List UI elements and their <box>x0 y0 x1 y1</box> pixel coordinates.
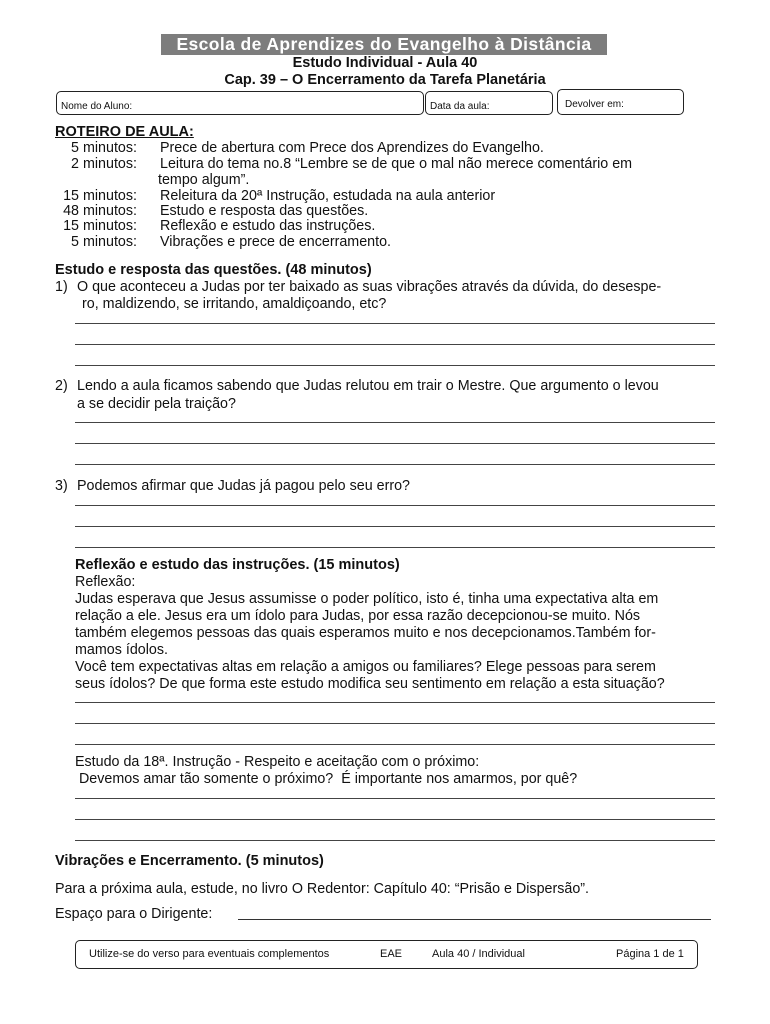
reflection-line-4: mamos ídolos. <box>75 642 168 658</box>
reflection-label: Reflexão: <box>75 574 136 590</box>
roteiro-time-5: 15 minutos: <box>63 218 137 234</box>
class-date-label: Data da aula: <box>430 101 490 112</box>
school-title: Escola de Aprendizes do Evangelho à Distância <box>161 34 607 55</box>
answer-line[interactable] <box>75 422 715 423</box>
q2-line-2: a se decidir pela traição? <box>77 396 236 412</box>
reflection-line-2: relação a ele. Jesus era um ídolo para Judas, por essa razão decepcionou-se muito. Nós <box>75 608 641 624</box>
roteiro-time-4: 48 minutos: <box>63 203 137 219</box>
q2-number: 2) <box>55 378 68 394</box>
director-label: Espaço para o Dirigente: <box>55 906 213 922</box>
roteiro-text-4: Estudo e resposta das questões. <box>160 203 369 219</box>
roteiro-time-2: 2 minutos: <box>71 156 137 172</box>
q1-line-2: ro, maldizendo, se irritando, amaldiçoando, etc? <box>82 296 387 312</box>
roteiro-time-6: 5 minutos: <box>71 234 137 250</box>
roteiro-text-2-cont: tempo algum”. <box>158 172 250 188</box>
footer-page: Página 1 de 1 <box>616 948 684 960</box>
director-signature-line[interactable] <box>238 919 711 920</box>
questions-title: Estudo e resposta das questões. (48 minutos) <box>55 262 372 278</box>
footer-lesson: Aula 40 / Individual <box>432 948 525 960</box>
reflection-line-1: Judas esperava que Jesus assumisse o poder político, isto é, tinha uma expectativa alta em <box>75 591 659 607</box>
roteiro-text-5: Reflexão e estudo das instruções. <box>160 218 376 234</box>
answer-line[interactable] <box>75 443 715 444</box>
footer-org: EAE <box>380 948 403 960</box>
closing-title: Vibrações e Encerramento. (5 minutos) <box>55 853 324 869</box>
footer-note: Utilize-se do verso para eventuais complementos <box>89 948 330 960</box>
answer-line[interactable] <box>75 464 715 465</box>
next-lesson-text: Para a próxima aula, estude, no livro O Redentor: Capítulo 40: “Prisão e Dispersão”. <box>55 881 590 897</box>
reflection-line-5: Você tem expectativas altas em relação a amigos ou familiares? Elege pessoas para serem <box>75 659 656 675</box>
roteiro-text-1: Prece de abertura com Prece dos Aprendizes do Evangelho. <box>160 140 544 156</box>
roteiro-title: ROTEIRO DE AULA: <box>55 124 194 140</box>
page-footer <box>75 940 698 969</box>
answer-line[interactable] <box>75 702 715 703</box>
student-name-label: Nome do Aluno: <box>61 101 133 112</box>
roteiro-text-2: Leitura do tema no.8 “Lembre se de que o mal não merece comentário em <box>160 156 633 172</box>
answer-line[interactable] <box>75 840 715 841</box>
roteiro-time-1: 5 minutos: <box>71 140 137 156</box>
answer-line[interactable] <box>75 323 715 324</box>
answer-line[interactable] <box>75 505 715 506</box>
answer-line[interactable] <box>75 819 715 820</box>
q1-number: 1) <box>55 279 68 295</box>
instruction-line-2: Devemos amar tão somente o próximo? É importante nos amarmos, por quê? <box>75 771 578 787</box>
answer-line[interactable] <box>75 744 715 745</box>
lesson-subtitle: Estudo Individual - Aula 40 <box>292 55 478 71</box>
q1-line-1: O que aconteceu a Judas por ter baixado as suas vibrações através da dúvida, do desespe- <box>77 279 662 295</box>
answer-line[interactable] <box>75 344 715 345</box>
reflection-line-3: também elegemos pessoas das quais esperamos muito e nos decepcionamos.Também for- <box>75 625 656 641</box>
return-date-field[interactable] <box>557 89 684 115</box>
answer-line[interactable] <box>75 365 715 366</box>
reflection-line-6: seus ídolos? De que forma este estudo modifica seu sentimento em relação a esta situação? <box>75 676 665 692</box>
class-date-field[interactable] <box>425 91 553 115</box>
chapter-subtitle: Cap. 39 – O Encerramento da Tarefa Planetária <box>224 72 546 88</box>
roteiro-text-6: Vibrações e prece de encerramento. <box>160 234 392 250</box>
student-name-field[interactable] <box>56 91 424 115</box>
q3-number: 3) <box>55 478 68 494</box>
q3-line-1: Podemos afirmar que Judas já pagou pelo seu erro? <box>77 478 411 494</box>
answer-line[interactable] <box>75 526 715 527</box>
instruction-line-1: Estudo da 18ª. Instrução - Respeito e aceitação com o próximo: <box>75 754 480 770</box>
roteiro-text-3: Releitura da 20ª Instrução, estudada na aula anterior <box>160 188 496 204</box>
answer-line[interactable] <box>75 798 715 799</box>
q2-line-1: Lendo a aula ficamos sabendo que Judas relutou em trair o Mestre. Que argumento o levou <box>77 378 659 394</box>
answer-line[interactable] <box>75 723 715 724</box>
roteiro-time-3: 15 minutos: <box>63 188 137 204</box>
reflection-title: Reflexão e estudo das instruções. (15 minutos) <box>75 557 400 573</box>
answer-line[interactable] <box>75 547 715 548</box>
return-date-label: Devolver em: <box>565 99 624 110</box>
